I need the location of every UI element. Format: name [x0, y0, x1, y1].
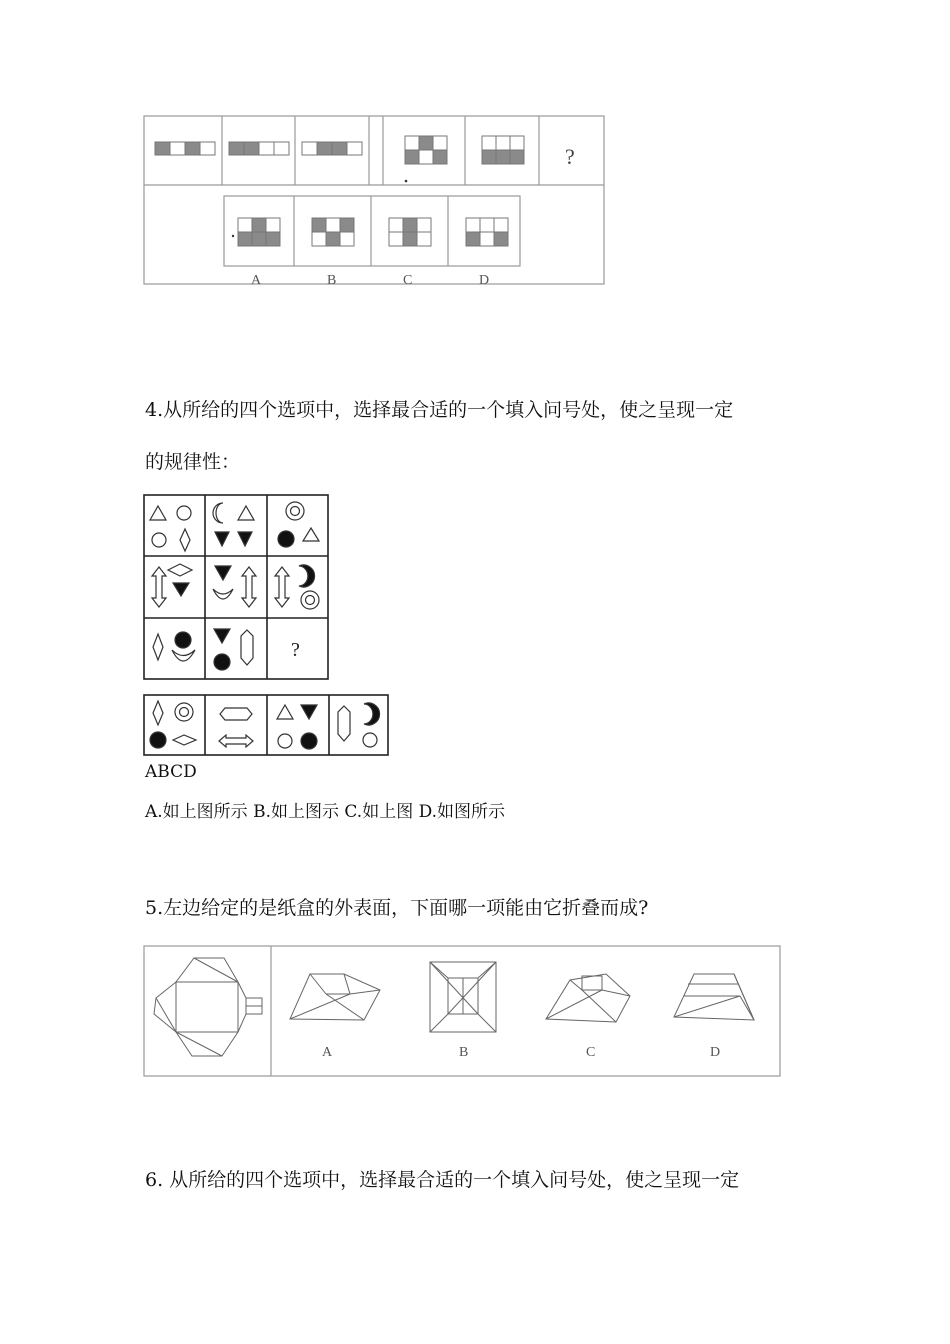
option-label-a: A	[251, 273, 262, 288]
filled-triangle-icon	[215, 532, 229, 546]
option-box-b	[430, 962, 496, 1032]
circle-icon	[278, 734, 292, 748]
option-label-c: C	[586, 1045, 596, 1060]
filled-circle-icon	[175, 632, 191, 648]
option-grid-b	[312, 218, 354, 246]
double-arrow-icon	[152, 567, 166, 607]
lens-icon	[168, 564, 192, 576]
lens-icon	[173, 735, 196, 745]
double-arrow-icon	[219, 735, 253, 747]
question-4-line-1: 4.从所给的四个选项中，选择最合适的一个填入问号处，使之呈现一定	[145, 399, 734, 421]
double-arrow-icon	[242, 567, 256, 607]
filled-triangle-icon	[214, 629, 230, 643]
diamond-icon	[153, 701, 163, 725]
filled-circle-icon	[214, 654, 230, 670]
triangle-icon	[150, 506, 166, 520]
question-mark: ?	[565, 144, 575, 169]
filled-crescent-icon	[364, 703, 380, 725]
option-label-c: C	[403, 273, 413, 288]
filled-circle-icon	[278, 531, 294, 547]
cup-icon	[172, 650, 195, 661]
diamond-icon	[153, 634, 163, 660]
double-circle-icon	[175, 703, 193, 721]
filled-triangle-icon	[173, 583, 189, 596]
triangle-icon	[238, 506, 254, 520]
hexagon-icon	[241, 630, 253, 665]
option-box-c	[546, 974, 630, 1022]
question-5-line-1: 5.左边给定的是纸盒的外表面，下面哪一项能由它折叠而成?	[145, 897, 649, 919]
double-circle-icon	[286, 502, 304, 520]
triangle-icon	[277, 705, 293, 719]
filled-triangle-icon	[215, 566, 231, 580]
double-circle-icon	[301, 591, 319, 609]
hexagon-icon	[220, 708, 252, 720]
diamond-icon	[180, 529, 190, 551]
strip-3	[302, 142, 362, 155]
strip-2	[229, 142, 289, 155]
circle-icon	[152, 533, 166, 547]
option-label-b: B	[459, 1045, 469, 1060]
strip-1	[155, 142, 215, 155]
question-mark: ?	[291, 639, 300, 661]
filled-circle-icon	[301, 733, 317, 749]
crescent-icon	[213, 503, 223, 523]
option-label-b: B	[327, 273, 337, 288]
question-6-line-1: 6. 从所给的四个选项中，选择最合适的一个填入问号处，使之呈现一定	[145, 1169, 740, 1191]
question-4-line-2: 的规律性：	[145, 451, 241, 473]
circle-icon	[177, 506, 191, 520]
filled-triangle-icon	[238, 532, 252, 546]
option-label-a: A	[322, 1045, 333, 1060]
filled-triangle-icon	[301, 705, 317, 719]
double-arrow-icon	[275, 567, 289, 607]
option-label-d: D	[479, 273, 490, 288]
hexagon-icon	[338, 706, 350, 741]
filled-circle-icon	[150, 732, 166, 748]
figure-shape-options	[143, 694, 391, 758]
option-grid-d	[466, 218, 508, 246]
filled-crescent-icon	[299, 565, 315, 587]
figure-shape-matrix	[143, 494, 331, 682]
grid-1	[405, 136, 447, 182]
option-box-a	[290, 974, 380, 1020]
option-box-d	[674, 974, 754, 1020]
circle-icon	[363, 733, 377, 747]
triangle-icon	[303, 528, 319, 541]
answer-choices: A.如上图所示 B.如上图示 C.如上图 D.如图所示	[145, 802, 506, 822]
option-labels: ABCD	[145, 762, 197, 782]
figure-box-folding	[142, 944, 784, 1080]
box-net	[154, 958, 262, 1056]
cup-icon	[213, 589, 233, 599]
option-grid-c	[389, 218, 431, 246]
figure-square-pattern-puzzle	[140, 112, 610, 292]
option-label-d: D	[710, 1045, 721, 1060]
grid-2	[482, 136, 524, 164]
option-grid-a	[232, 218, 280, 246]
